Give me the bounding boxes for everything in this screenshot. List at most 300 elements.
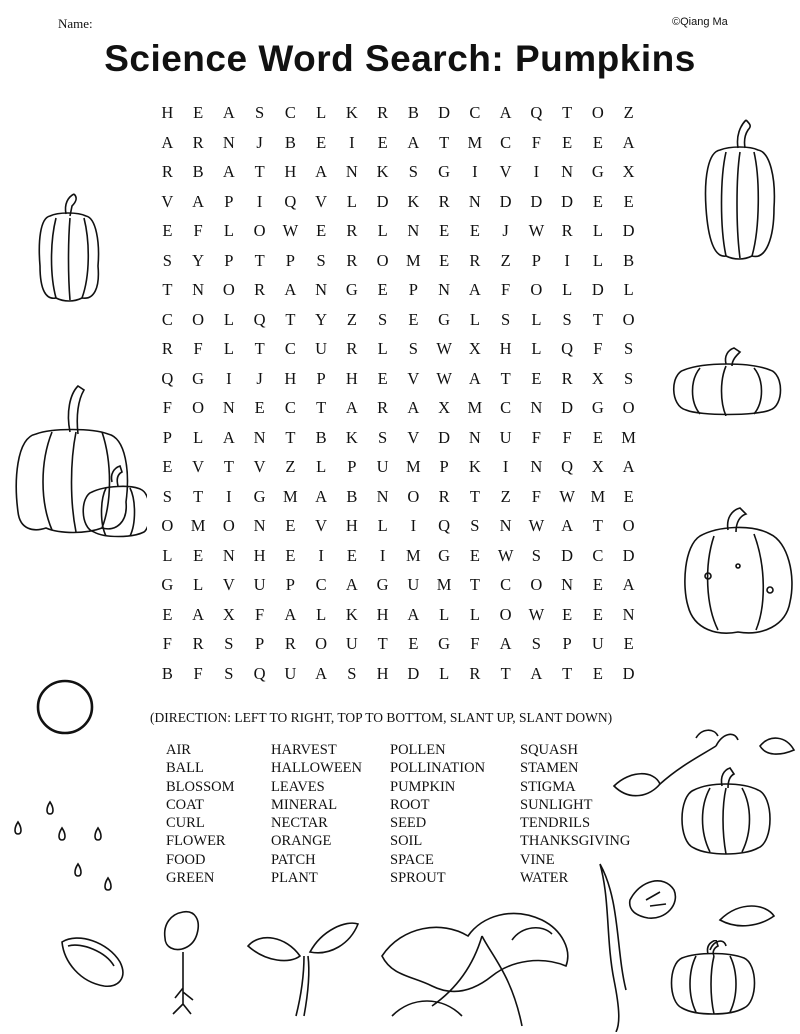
grid-letter: E xyxy=(377,280,388,299)
grid-letter: I xyxy=(472,162,478,181)
grid-letter: G xyxy=(192,368,205,388)
small-pumpkin-icon xyxy=(34,192,104,304)
grid-letter: M xyxy=(406,250,421,270)
grid-letter: A xyxy=(315,162,328,181)
grid-letter: E xyxy=(193,545,204,565)
grid-letter: D xyxy=(561,545,574,565)
grid-letter: S xyxy=(316,250,326,270)
grid-row xyxy=(152,600,664,630)
word-item: WATER xyxy=(520,870,569,887)
grid-letter: P xyxy=(531,250,541,270)
grid-letter: N xyxy=(345,162,358,181)
grid-letter: R xyxy=(561,221,573,240)
grid-letter: V xyxy=(407,368,420,388)
grid-letter: I xyxy=(318,545,324,565)
grid-letter: T xyxy=(193,486,204,506)
grid-letter: O xyxy=(253,221,266,240)
grid-letter: L xyxy=(562,280,573,299)
grid-letter: R xyxy=(469,250,481,270)
word-item: LEAVES xyxy=(271,778,325,795)
word-column xyxy=(390,741,485,887)
grid-letter: S xyxy=(624,339,634,358)
grid-letter: Y xyxy=(192,250,205,270)
grid-letter: L xyxy=(346,191,357,211)
grid-letter: V xyxy=(253,457,266,476)
grid-letter: O xyxy=(192,309,205,329)
grid-letter: C xyxy=(315,575,327,594)
grid-letter: C xyxy=(284,103,296,122)
grid-letter: S xyxy=(162,250,172,270)
grid-letter: W xyxy=(528,516,545,535)
word-item: SQUASH xyxy=(520,742,579,758)
grid-letter: M xyxy=(436,575,452,594)
sprout-icon xyxy=(155,908,215,1018)
grid-letter: L xyxy=(377,516,388,535)
word-item: HALLOWEEN xyxy=(271,760,363,777)
grid-letter: E xyxy=(346,545,357,565)
lumpy-pumpkin-icon xyxy=(678,506,798,638)
grid-letter: B xyxy=(284,132,296,152)
grid-letter: M xyxy=(590,486,606,506)
grid-letter: T xyxy=(254,250,265,270)
grid-letter: F xyxy=(193,221,203,240)
grid-letter: H xyxy=(376,604,389,624)
grid-letter: L xyxy=(193,427,204,447)
grid-letter: F xyxy=(531,486,541,506)
grid-letter: F xyxy=(562,427,572,447)
grid-row xyxy=(152,482,664,512)
grid-letter: L xyxy=(223,339,234,358)
grid-row xyxy=(152,275,664,305)
grid-letter: R xyxy=(438,191,450,211)
grid-letter: N xyxy=(222,132,235,152)
word-item: POLLINATION xyxy=(390,760,486,777)
grid-letter: T xyxy=(500,368,511,388)
grid-row xyxy=(152,393,664,423)
grid-letter: R xyxy=(346,339,358,358)
grid-letter: E xyxy=(162,457,173,476)
grid-letter: N xyxy=(222,398,235,417)
grid-letter: G xyxy=(438,162,451,181)
grid-letter: A xyxy=(468,280,481,299)
grid-row xyxy=(152,187,664,217)
grid-letter: A xyxy=(561,516,574,535)
grid-letter: P xyxy=(162,427,172,447)
grid-letter: A xyxy=(345,575,358,594)
grid-letter: E xyxy=(469,221,480,240)
grid-letter: V xyxy=(161,191,174,211)
grid-letter: I xyxy=(256,191,263,211)
grid-letter: O xyxy=(622,516,635,535)
word-item: SPROUT xyxy=(390,870,446,887)
grid-letter: H xyxy=(499,339,512,358)
grid-letter: B xyxy=(407,103,419,122)
grid-letter: S xyxy=(624,368,634,388)
word-item: HARVEST xyxy=(271,742,337,758)
grid-letter: L xyxy=(162,545,173,565)
word-item: THANKSGIVING xyxy=(520,833,631,850)
grid-letter: C xyxy=(284,398,296,417)
grid-letter: N xyxy=(468,191,481,211)
grid-letter: N xyxy=(315,280,328,299)
grid-letter: J xyxy=(256,368,263,388)
grid-letter: F xyxy=(501,280,511,299)
grid-letter: N xyxy=(530,398,543,417)
grid-letter: G xyxy=(376,575,389,594)
direction-text: (DIRECTION: LEFT TO RIGHT, TOP TO BOTTOM, SLANT UP, SLANT DOWN) xyxy=(150,710,613,725)
grid-letter: Y xyxy=(315,309,328,329)
grid-letter: A xyxy=(161,132,174,152)
grid-letter: K xyxy=(376,162,389,181)
grid-letter: G xyxy=(253,486,266,506)
grid-letter: E xyxy=(377,132,388,152)
word-item: TENDRILS xyxy=(520,815,591,832)
grid-letter: R xyxy=(469,663,481,683)
grid-letter: P xyxy=(562,634,572,653)
grid-letter: R xyxy=(377,103,389,122)
word-item: STAMEN xyxy=(520,760,579,777)
grid-letter: E xyxy=(162,604,173,624)
grid-letter: T xyxy=(439,132,450,152)
grid-letter: V xyxy=(315,516,328,535)
grid-letter: V xyxy=(315,191,328,211)
grid-letter: B xyxy=(161,663,173,683)
grid-letter: A xyxy=(345,398,358,417)
grid-letter: G xyxy=(438,309,451,329)
grid-letter: B xyxy=(346,486,358,506)
grid-letter: H xyxy=(161,103,174,122)
grid-letter: L xyxy=(592,221,603,240)
grid-letter: T xyxy=(254,339,265,358)
sprout-icon xyxy=(246,912,366,1022)
grid-letter: W xyxy=(436,368,452,388)
grid-letter: Q xyxy=(161,368,174,388)
grid-letter: O xyxy=(222,516,235,535)
grid-letter: W xyxy=(497,545,514,565)
grid-letter: L xyxy=(439,604,450,624)
grid-letter: A xyxy=(192,604,205,624)
grid-letter: F xyxy=(162,398,172,417)
grid-letter: T xyxy=(285,427,296,447)
grid-letter: D xyxy=(622,545,635,565)
grid-letter: O xyxy=(591,103,604,122)
grid-letter: A xyxy=(315,663,328,683)
grid-letter: E xyxy=(254,398,265,417)
grid-letter: D xyxy=(438,427,451,447)
grid-letter: C xyxy=(469,103,481,122)
grid-letter: O xyxy=(622,398,635,417)
grid-letter: W xyxy=(436,339,452,358)
grid-letter: L xyxy=(316,604,327,624)
grid-letter: M xyxy=(467,398,483,417)
grid-letter: T xyxy=(500,663,511,683)
grid-letter: V xyxy=(407,427,420,447)
grid-row xyxy=(152,629,664,659)
word-item: STIGMA xyxy=(520,778,576,795)
grid-letter: O xyxy=(530,280,543,299)
grid-letter: C xyxy=(592,545,604,565)
grid-letter: S xyxy=(347,663,357,683)
grid-letter: V xyxy=(499,162,512,181)
grid-letter: Z xyxy=(346,309,357,329)
grid-letter: U xyxy=(284,663,297,683)
grid-letter: S xyxy=(378,309,388,329)
grid-letter: D xyxy=(438,103,451,122)
grid-letter: E xyxy=(623,191,634,211)
grid-letter: S xyxy=(408,339,418,358)
grid-letter: T xyxy=(562,103,573,122)
grid-letter: R xyxy=(377,398,389,417)
grid-letter: Q xyxy=(561,457,574,476)
grid-letter: P xyxy=(255,634,265,653)
grid-letter: C xyxy=(500,398,512,417)
grid-letter: P xyxy=(285,575,295,594)
grid-row xyxy=(152,541,664,571)
grid-letter: W xyxy=(559,486,575,506)
grid-letter: E xyxy=(377,368,388,388)
grid-letter: K xyxy=(345,604,358,624)
grid-letter: L xyxy=(316,103,327,122)
page-title: Science Word Search: Pumpkins xyxy=(104,38,696,79)
grid-letter: Q xyxy=(530,103,543,122)
grid-letter: R xyxy=(561,368,573,388)
word-item: VINE xyxy=(520,851,555,868)
word-item: PUMPKIN xyxy=(390,778,456,795)
grid-row xyxy=(152,246,664,276)
grid-letter: X xyxy=(591,457,604,476)
grid-letter: O xyxy=(161,516,174,535)
word-item: POLLEN xyxy=(390,742,446,758)
grid-letter: M xyxy=(190,516,206,535)
grid-letter: O xyxy=(499,604,512,624)
pumpkin-icon xyxy=(668,940,758,1016)
grid-letter: P xyxy=(316,368,326,388)
word-item: PLANT xyxy=(271,870,318,887)
grid-letter: T xyxy=(469,486,480,506)
grid-letter: I xyxy=(410,516,417,535)
grid-letter: R xyxy=(346,250,358,270)
grid-letter: M xyxy=(621,427,636,447)
copyright-text: ©Qiang Ma xyxy=(672,16,728,28)
grid-letter: K xyxy=(468,457,481,476)
grid-letter: G xyxy=(438,634,451,653)
grid-letter: N xyxy=(530,457,543,476)
grid-letter: U xyxy=(253,575,266,594)
grid-row xyxy=(152,423,664,453)
grid-letter: S xyxy=(531,634,541,653)
grid-letter: Z xyxy=(500,486,511,506)
grid-letter: F xyxy=(193,663,203,683)
grid-letter: G xyxy=(591,162,604,181)
grid-letter: A xyxy=(407,132,420,152)
grid-letter: J xyxy=(256,132,263,152)
grid-letter: N xyxy=(407,221,420,240)
grid-letter: L xyxy=(223,221,234,240)
word-column xyxy=(166,741,235,887)
word-item: MINERAL xyxy=(271,796,338,813)
word-item: NECTAR xyxy=(271,815,328,832)
grid-letter: L xyxy=(377,339,388,358)
word-item: BALL xyxy=(166,760,204,777)
grid-letter: N xyxy=(192,280,205,299)
grid-letter: M xyxy=(406,457,421,476)
grid-letter: P xyxy=(224,250,234,270)
grid-letter: E xyxy=(592,575,603,594)
grid-letter: A xyxy=(622,575,635,594)
grid-letter: D xyxy=(622,221,635,240)
grid-letter: C xyxy=(500,132,512,152)
grid-letter: C xyxy=(500,575,512,594)
word-item: FLOWER xyxy=(166,833,226,850)
grid-letter: U xyxy=(376,457,389,476)
pumpkin-icon xyxy=(676,766,776,856)
grid-letter: D xyxy=(499,191,512,211)
circle-icon xyxy=(34,677,96,737)
grid-letter: A xyxy=(222,427,235,447)
grid-letter: S xyxy=(162,486,172,506)
grid-letter: T xyxy=(223,457,234,476)
grid-letter: F xyxy=(531,132,541,152)
word-item: SPACE xyxy=(390,851,434,868)
grid-letter: F xyxy=(593,339,603,358)
grid-letter: S xyxy=(408,162,418,181)
grid-letter: I xyxy=(226,368,232,388)
flat-pumpkin-icon xyxy=(670,344,785,416)
grid-letter: A xyxy=(622,457,635,476)
grid-row xyxy=(152,364,664,394)
grid-letter: E xyxy=(408,309,419,329)
grid-letter: X xyxy=(468,339,481,358)
grid-row xyxy=(152,659,664,689)
grid-letter: L xyxy=(439,663,450,683)
word-item: PATCH xyxy=(271,851,316,868)
grid-row xyxy=(152,570,664,600)
grid-letter: Q xyxy=(438,516,451,535)
grid-letter: F xyxy=(162,634,172,653)
grid-letter: P xyxy=(224,191,234,211)
grid-letter: I xyxy=(564,250,570,270)
grid-letter: K xyxy=(345,103,358,122)
grid-letter: S xyxy=(562,309,572,329)
grid-letter: I xyxy=(502,457,509,476)
grid-letter: T xyxy=(377,634,388,653)
grid-letter: A xyxy=(222,162,235,181)
grid-letter: A xyxy=(530,663,543,683)
letter-grid xyxy=(152,98,664,688)
grid-letter: A xyxy=(407,398,420,417)
word-item: ROOT xyxy=(390,796,430,813)
grid-letter: E xyxy=(162,221,173,240)
grid-letter: O xyxy=(222,280,235,299)
grid-letter: E xyxy=(592,427,603,447)
grid-letter: Q xyxy=(561,339,574,358)
grid-letter: E xyxy=(562,604,573,624)
grid-letter: W xyxy=(282,221,299,240)
word-column xyxy=(271,741,362,887)
grid-letter: B xyxy=(623,250,635,270)
grid-letter: B xyxy=(315,427,327,447)
word-item: CURL xyxy=(166,815,205,832)
grid-letter: R xyxy=(254,280,266,299)
grid-letter: H xyxy=(284,368,297,388)
grid-letter: S xyxy=(224,663,234,683)
grid-letter: T xyxy=(254,162,265,181)
grid-letter: C xyxy=(284,339,296,358)
grid-letter: A xyxy=(622,132,635,152)
grid-letter: H xyxy=(345,516,358,535)
grid-letter: I xyxy=(349,132,355,152)
grid-letter: U xyxy=(499,427,512,447)
grid-letter: U xyxy=(591,634,604,653)
grid-letter: E xyxy=(469,545,480,565)
grid-letter: J xyxy=(502,221,509,240)
grid-letter: I xyxy=(533,162,540,181)
grid-letter: A xyxy=(499,103,512,122)
grid-letter: S xyxy=(531,545,541,565)
grid-letter: G xyxy=(438,545,451,565)
grid-row xyxy=(152,98,664,128)
grid-letter: D xyxy=(622,663,635,683)
grid-letter: F xyxy=(255,604,265,624)
grid-letter: S xyxy=(378,427,388,447)
grid-letter: N xyxy=(561,575,574,594)
grid-letter: N xyxy=(468,427,481,447)
grid-letter: X xyxy=(622,162,635,181)
grid-letter: Z xyxy=(285,457,296,476)
grid-letter: U xyxy=(345,634,358,653)
grid-row xyxy=(152,216,664,246)
grid-letter: E xyxy=(623,486,634,506)
grid-letter: O xyxy=(530,575,543,594)
grid-letter: T xyxy=(592,516,603,535)
grid-letter: X xyxy=(222,604,235,624)
word-item: COAT xyxy=(166,796,204,813)
grid-row xyxy=(152,452,664,482)
grid-letter: I xyxy=(379,545,386,565)
grid-letter: R xyxy=(192,634,204,653)
grid-letter: W xyxy=(528,221,545,240)
word-item: ORANGE xyxy=(271,833,332,850)
grid-letter: E xyxy=(592,663,603,683)
grid-letter: D xyxy=(561,191,574,211)
grid-letter: L xyxy=(316,457,327,476)
grid-letter: F xyxy=(470,634,480,653)
grid-letter: E xyxy=(408,634,419,653)
grid-letter: G xyxy=(345,280,358,299)
grid-letter: T xyxy=(162,280,173,299)
grid-letter: L xyxy=(469,309,480,329)
seed-icon xyxy=(58,932,130,992)
grid-letter: X xyxy=(438,398,451,417)
grid-letter: H xyxy=(253,545,266,565)
grid-letter: U xyxy=(407,575,420,594)
grid-letter: Q xyxy=(253,663,266,683)
grid-letter: L xyxy=(592,250,603,270)
grid-letter: R xyxy=(161,162,173,181)
grid-letter: F xyxy=(193,339,203,358)
grid-letter: N xyxy=(253,516,266,535)
word-item: SEED xyxy=(390,815,427,832)
grid-letter: O xyxy=(622,309,635,329)
grid-letter: T xyxy=(592,309,603,329)
grid-row xyxy=(152,128,664,158)
word-item: SOIL xyxy=(390,833,423,850)
grid-letter: O xyxy=(315,634,328,653)
grid-letter: R xyxy=(161,339,173,358)
grid-letter: Q xyxy=(253,309,266,329)
grid-letter: V xyxy=(222,575,235,594)
grid-letter: H xyxy=(376,663,389,683)
